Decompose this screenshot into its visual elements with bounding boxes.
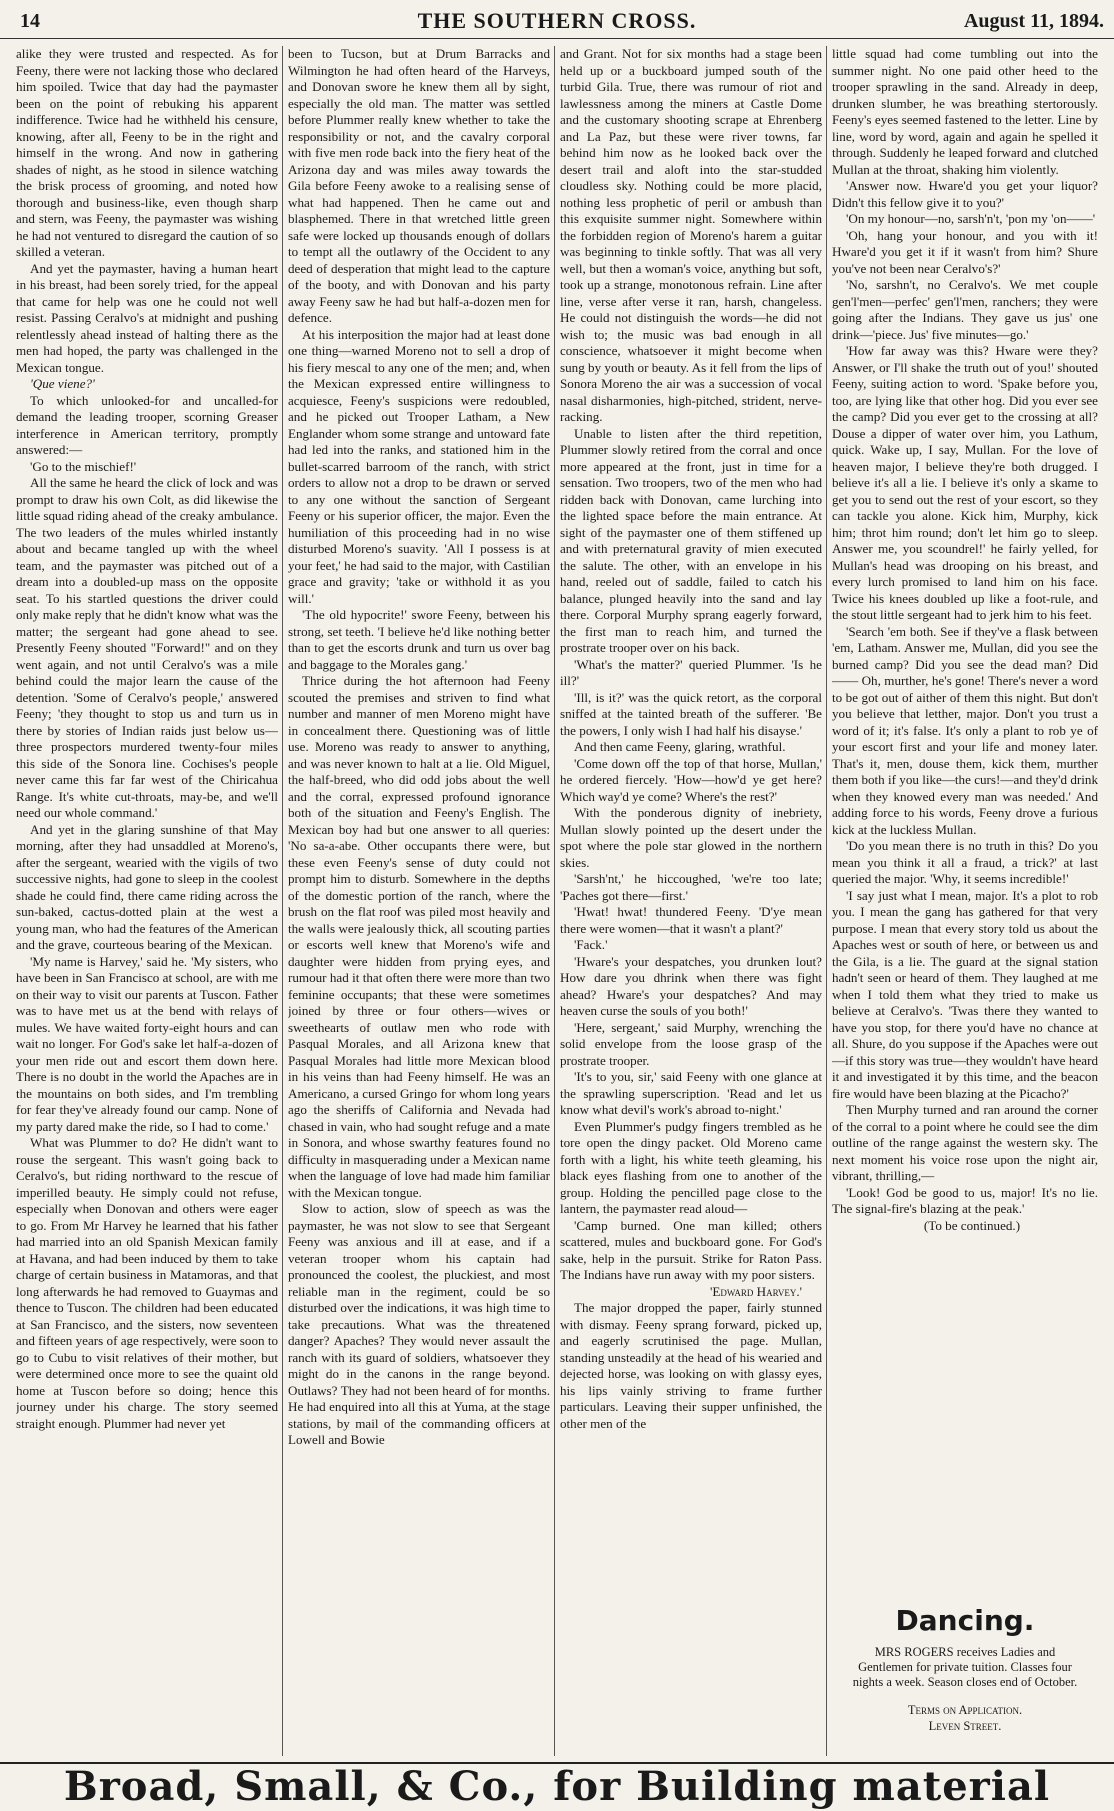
footer-advertisement-banner: Broad, Small, & Co., for Building material [0, 1762, 1114, 1811]
letter-signature: 'Edward Harvey.' [710, 1283, 802, 1299]
issue-date: August 11, 1894. [963, 10, 1104, 32]
paragraph: 'My name is Harvey,' said he. 'My sisters, who have been in San Francisco at school, are with me on their way to visit our parents at Tuscon. Father was to have met us at the bend with relays of mules. We have waited forty-eight hours and can wait no longer. For God's sake let half-a-dozen of your men ride out and escort them down here. There is no doubt in the world the Apaches are in the mountains on both sides, and I'm trembling for fear they've already found our camp. None of my party dared make the ride, so I had to come.' [16, 953, 278, 1134]
paragraph: And then came Feeny, glaring, wrathful. [574, 739, 786, 754]
ad-terms: Terms on Application. [907, 1703, 1023, 1717]
dancing-advertisement [832, 1600, 1098, 1770]
paragraph: All the same he heard the click of lock and was prompt to draw his own Colt, as did likewise the little squad riding ahead of the creaky ambulance. The two leaders of the mules whirled instantly about and became tangled up with the wheel team, and the paymaster was pitched out of a dream into a doubled-up mass on the opposite seat. To his startled questions the driver could only make reply that he didn't know what was the matter; the sergeant had gone ahead to see. Presently Feeny shouted "Forward!" and on they went again, and not until Ceralvo's was a mile behind could the major learn the cause of the detention. 'Some of Ceralvo's people,' answered Feeny; 'they thought to stop us and turn us in there by stories of Indian raids just below us—three prospectors murdered twenty-four miles this side of the Sonora line. Cochises's people never came this far far west of the Chiricahua Range. It's white cut-throats, may-be, and we'll need our whole command.' [16, 475, 278, 820]
masthead [0, 0, 1114, 39]
paragraph: With the ponderous dignity of inebriety, Mullan slowly pointed up the desert under the spot where the pole star glowed in the northern skies. [560, 805, 822, 870]
paragraph: 'On my honour—no, sarsh'n't, 'pon my 'on——' [846, 211, 1096, 226]
paragraph: 'Hwat! hwat! thundered Feeny. 'D'ye mean there were women—that it wasn't a plant?' [560, 904, 822, 936]
paragraph: What was Plummer to do? He didn't want to rouse the sergeant. This wasn't going back to Ceralvo's, but riding northward to the rescue of imperilled beauty. He simply could not refuse, especially when Donovan and others were eager to go. From Mr Harvey he learned that his father had married into an old Spanish Mexican family at Havana, and had been induced by them to take charge of certain business in Matamoras, and that long afterwards he had removed to Guaymas and thence to Tuscon. The children had been educated at San Francisco, and the sisters, now seventeen and fifteen years of age respectively, were soon to go to Cubu to visit relatives of their mother, but were determined once more to see the quaint old home at Tuscon before so doing; hence this journey under his charge. The story seemed straight enough. Plummer had never yet [16, 1135, 278, 1431]
column-rule [282, 46, 283, 1756]
paragraph: 'Sarsh'nt,' he hiccoughed, 'we're too late; 'Paches got there—first.' [560, 871, 822, 903]
paragraph: Unable to listen after the third repetition, Plummer slowly retired from the corral and once more appeared at the front, just in time for a sensation. Two troopers, two of the men who had ridden back with Donovan, came lurching into the lighted space before the main entrance. At sight of the paymaster one of them stiffened up and with preternatural gravity of mien executed the salute. The other, with an envelope in his hand, reeled out of saddle, failed to catch his balance, plunged heavily into the sand and lay there. Corporal Murphy sprang eagerly forward, the first man to reach him, and turned the prostrate trooper over on his back. [560, 425, 822, 655]
paragraph: 'The old hypocrite!' swore Feeny, between his strong, set teeth. 'I believe he'd like nothing better than to get the escorts drunk and turn us over bag and baggage to the Morales gang.' [288, 607, 550, 672]
newspaper-title: THE SOUTHERN CROSS. [417, 8, 697, 33]
paragraph: Thrice during the hot afternoon had Feeny scouted the premises and striven to find what number and manner of men Moreno might have in concealment there. Questioning was of little use. Moreno was ready to answer to anything, and was never known to halt at a lie. Old Miguel, the half-breed, who did odd jobs about the well and the corral, expressed profound ignorance both of the situation and Feeny's English. The Mexican boy had but one answer to all queries: 'No sa-a-abe. Other occupants there were, but these even Feeny's sense of duty could not prompt him to disturb. Somewhere in the depths of the domestic portion of the ranch, where the brush on the flat roof was piled most heavily and the walls were jealously thick, all scouting parties or escorts well knew that Moreno's wife and daughter were hidden from prying eyes, and rumour had it that often there were more than two feminine occupants; that these were sometimes joined by three or four others—wives or sweethearts of outlaw men who rode with Pasqual Morales, and all Arizona knew that Pasqual Morales had little more Mexican blood in his veins than had Feeny himself. He was an Americano, a cursed Gringo for whom long years ago the sheriffs of California and Nevada had chased in vain, who had sought refuge and a mate in Sonora, and whose swarthy features found no difficulty in masquerading under a Mexican name when the language of love had made him familiar with the Mexican tongue. [288, 673, 550, 1200]
paragraph: 'Look! God be good to us, major! It's no lie. The signal-fire's blazing at the peak.' [832, 1184, 1098, 1216]
paragraph: 'It's to you, sir,' said Feeny with one glance at the sprawling superscription. 'Read and let us know what devil's work's abroad to-night.' [560, 1069, 822, 1117]
paragraph: 'Do you mean there is no truth in this? Do you mean you think it all a fraud, a trick?' at last queried the major. 'Why, it seems incredible!' [832, 838, 1098, 886]
paragraph: 'Here, sergeant,' said Murphy, wrenching the solid envelope from the loose grasp of the prostrate trooper. [560, 1019, 822, 1068]
paragraph: 'Come down off the top of that horse, Mullan,' he ordered fiercely. 'How—how'd ye get here? Which way'd ye come? Where's the rest?' [560, 755, 822, 804]
paragraph: 'How far away was this? Hware were they? Answer, or I'll shake the truth out of you!' shouted Feeny, suiting action to word. 'Spake before you, too, are lying like that other hog. Did you ever see the camp? Did you ever get to the crossing at all? Douse a dipper of water over him, you Lathum, quick. Wake up, I say, Mullan. For the love of heaven major, I believe they're both drugged. I believe it's all a lie. I believe it's only a skame to get you to send out the rest of your escort, so they can tackle you alone. Kick him, Murphy, kick him; throt him round; don't let him go to sleep. Answer me, you scoundrel!' he fairly yelled, for Mullan's head was drooping on his breast, and every lurch promised to land him on his face. Twice his knees doubled up like a foot-rule, and the stout little sergeant had to jerk him to his feet. [832, 343, 1098, 622]
continued-note: (To be continued.) [923, 1217, 1021, 1233]
paragraph: alike they were trusted and respected. As for Feeny, there were not lacking those who declared him spoiled. Twice that day had the paymaster been on the point of rebuking his apparent indifference. Twice had he withheld his censure, knowing, after all, Feeny to be in the right and himself in the wrong. And now in gathering shades of night, as he stood in silence watching the brisk process of grooming, and noted how thorough and business-like, even though sharp and stern, was Feeny, the paymaster was wishing he had not ventured to disregard the caution of so skilled a veteran. [16, 46, 278, 259]
paragraph: been to Tucson, but at Drum Barracks and Wilmington he had often heard of the Harveys, and Donovan swore he knew them all by sight, especially the old man. The matter was settled before Plummer really knew whether to take the responsibility or not, and the cavalry corporal with five men rode back into the fiery heat of the Arizona day and was miles away towards the Gila before Feeny awoke to a realising sense of what had happened. Then he came out and blasphemed. There in that wretched little green safe were locked up thousands enough of dollars to tempt all the outlawry of the Occident to any deed of desperation that might lead to the capture of the booty, and with Donovan and his party away Feeny saw he had but half-a-dozen men for defence. [288, 46, 550, 325]
ad-body: MRS ROGERS receives Ladies and Gentlemen for private tuition. Classes four nights a week. Season closes end of October. [852, 1645, 1078, 1689]
paragraph: 'Search 'em both. See if they've a flask between 'em, Latham. Answer me, Mullan, did you see the burned camp? Did you see the dead man? Did—— Oh, murther, he's gone! There's never a word to be got out of aither of them this night. But don't you believe that letther, major. Don't you trust a word of it; it's false. It's only a plant to rob ye of your escort first and your life and money later. That's it, men, douse them, kick them, murther them both if you like—the curs!—and they'd drink when they knowed every man was needed.' And adding force to his words, Feeny drove a furious kick at the luckless Mullan. [832, 623, 1098, 837]
column-1 [16, 46, 278, 1756]
paragraph: To which unlooked-for and uncalled-for demand the leading trooper, scorning Greaser interference in American territory, promptly answered:— [16, 392, 278, 457]
paragraph: little squad had come tumbling out into the summer night. No one paid other heed to the trooper sprawling in the sand. Already in deep, drunken slumber, he was breathing stertorously. Feeny's eyes seemed fastened to the letter. Line by line, word by word, again and again he spelled it through. Suddenly he leaped forward and clutched Mullan at the throat, shaking him violently. [832, 46, 1098, 177]
paragraph: 'I say just what I mean, major. It's a plot to rob you. I mean the gang has gathered for that very purpose. I mean that every story told us about the Apaches west or south of here, or between us and the Gila, is a lie. The guard at the signal station hadn't seen or heard of them. They laughed at me when I told them what they tried to make us believe at Ceralvo's. 'Twas there they wanted to have you stop, for there you'd have no chance at all. Shure, do you suppose if the Apaches were out—if this story was true—they wouldn't have heard it and investigated it by this time, and the beacon fire would have been blazing at the Picacho?' [832, 887, 1098, 1101]
column-3 [560, 46, 822, 1756]
paragraph: 'Oh, hang your honour, and you with it! Hware'd you get it if it wasn't from him? Shure you've not been near Ceralvo's?' [832, 227, 1098, 276]
paragraph: and Grant. Not for six months had a stage been held up or a buckboard jumped south of the turbid Gila. True, there was rumour of riot and lawlessness among the miners at Castle Dome and the customary shooting scrape at Ehrenberg and La Paz, but these were river towns, far behind him now as he looked back over the desert trail and aloft into the star-studded cloudless sky. Nothing could be more placid, nothing less prophetic of peril or ambush than this exquisite summer night. Somewhere within the forbidden region of Moreno's harem a guitar was beginning to tinkle softly. That was all very well, but then a woman's voice, anything but soft, took up a strange, monotonous refrain. Line after line, verse after verse it ran, harsh, changeless. He could not distinguish the words—he did not wish to; the music was bad enough in all conscience, whatsoever it might become when sung by youth or beauty. As it fell from the lips of Sonora Moreno the air was a succession of vocal nasal disharmonies, high-pitched, strident, nerve-racking. [560, 46, 822, 424]
paragraph: At his interposition the major had at least done one thing—warned Moreno not to sell a drop of his fiery mescal to any one of the men; and, when the Mexican expressed entire willingness to acquiesce, Feeny's suspicions were redoubled, and he picked out Trooper Latham, a New Englander whom some strange and untoward fate had led into the ranks, and stationed him in the bullet-scarred barroom of the ranch, with strict orders to allow not a drop to be drawn or served to any one without the sanction of Sergeant Feeny or his superior officer, the major. Even the humiliation of this proceeding had in no wise disturbed Moreno's suavity. 'All I possess is at your feet,' he had said to the major, with Castilian grace and gravity; 'take or withhold it as you will.' [288, 326, 550, 606]
paragraph: 'Camp burned. One man killed; others scattered, mules and buckboard gone. For God's sake, help in the pursuit. Strike for Raton Pass. The Indians have run away with my poor sisters. [560, 1217, 822, 1282]
paragraph: 'Go to the mischief!' [30, 458, 137, 474]
paragraph: 'Ill, is it?' was the quick retort, as the corporal sniffed at the tainted breath of the sufferer. 'Be the powers, I only wish I had half his disayse.' [560, 689, 822, 738]
column-2 [288, 46, 550, 1756]
paragraph: 'Que viene?' [30, 376, 95, 391]
paragraph: 'What's the matter?' queried Plummer. 'Is he ill?' [560, 656, 822, 688]
ad-address: Leven Street. [928, 1719, 1002, 1733]
paragraph: 'No, sarshn't, no Ceralvo's. We met couple gen'l'men—perfec' gen'l'men, ranchers; they were going after the Indians. They gave us jus' one drink—'piece. Jus' five minutes—go.' [832, 277, 1098, 342]
column-rule [826, 46, 827, 1756]
paragraph: 'Answer now. Hware'd you get your liquor? Didn't this fellow give it to you?' [832, 178, 1098, 210]
page-number: 14 [20, 10, 40, 32]
column-rule [554, 46, 555, 1756]
ad-title: Dancing. [895, 1604, 1035, 1637]
paragraph: 'Hware's your despatches, you drunken lout? How dare you dhrink when there was fight ahead? Hware's your despatches? And may heaven curse the souls of you both!' [560, 953, 822, 1018]
paragraph: And yet the paymaster, having a human heart in his breast, had been sorely tried, for the appeal that came for help was one he could not well resist. Passing Ceralvo's at midnight and pushing relentlessly ahead instead of halting there as the men had hoped, the party was challenged in the Mexican tongue. [16, 260, 278, 375]
paragraph: Then Murphy turned and ran around the corner of the corral to a point where he could see the dim outline of the range against the western sky. The next moment his voice rose upon the night air, vibrant, thrilling,— [832, 1102, 1098, 1183]
paragraph: And yet in the glaring sunshine of that May morning, after they had unsaddled at Moreno's, after the sergeant, wearied with the vigils of two successive nights, had gone to sleep in the coolest shade he could find, there came riding across the sun-baked, cactus-dotted plain at the west a young man, who had the features of the American and the grave, courteous bearing of the Mexican. [16, 821, 278, 952]
paragraph: Slow to action, slow of speech as was the paymaster, he was not slow to see that Sergeant Feeny was anxious and ill at ease, and if a veteran trooper whom his captain had pronounced the coolest, the pluckiest, and most reliable man in the regiment, could be so disturbed over the indications, it was high time to take precautions. What was the threatened danger? Apaches? They would never assault the ranch with its guard of soldiers, whatsoever they might do in the canons in the range beyond. Outlaws? They had not been heard of for months. He had enquired into all this at Yuma, at the stage stations, by mail of the commanding officers at Lowell and Bowie [288, 1201, 550, 1447]
column-4 [832, 46, 1098, 1586]
paragraph: Even Plummer's pudgy fingers trembled as he tore open the dingy packet. Old Moreno came forth with a light, his white teeth gleaming, his black eyes flashing from one to another of the group. Holding the pencilled page close to the lantern, the paymaster read aloud— [560, 1118, 822, 1216]
paragraph: 'Fack.' [574, 937, 608, 952]
paragraph: The major dropped the paper, fairly stunned with dismay. Feeny sprang forward, picked up, and eagerly scrutinised the page. Mullan, standing unsteadily at the head of his wearied and dejected horse, was looking on with glassy eyes, his lips vainly striving to frame further particulars. Leaving their supper unfinished, the other men of the [560, 1300, 822, 1431]
